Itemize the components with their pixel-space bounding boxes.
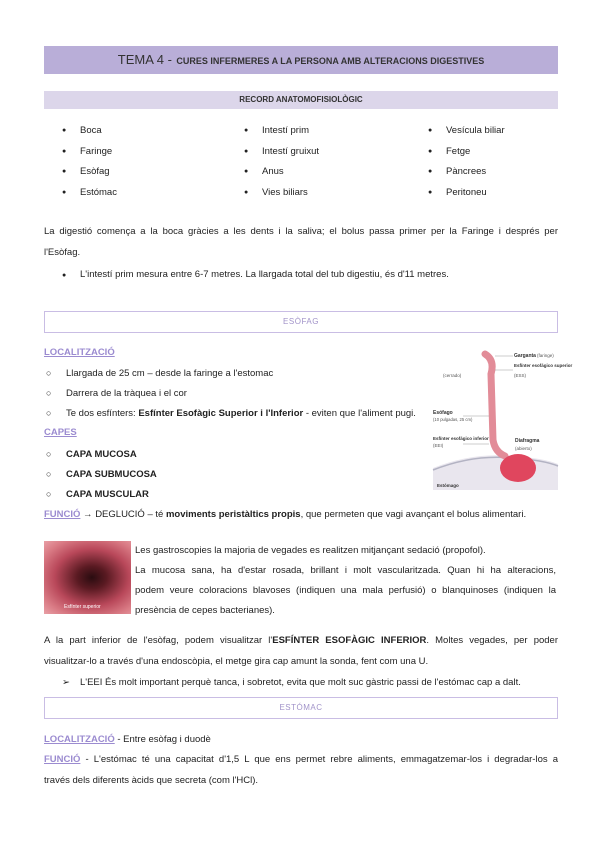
capa-text: CAPA MUCOSA	[66, 449, 137, 460]
capes-link: CAPES	[44, 427, 77, 438]
stomach-shape	[500, 454, 536, 482]
label-esfinter-sup: Esfínter esofágico superior	[514, 363, 573, 368]
lower-bold: ESFÍNTER ESOFÀGIC INFERIOR	[272, 635, 427, 646]
title-tema: TEMA 4 -	[117, 52, 172, 67]
label-garganta: Garganta	[514, 353, 536, 359]
funcio-text: , que permeten que vagi avançant el bolus alimentari.	[300, 509, 527, 520]
digestion-line-2: l'Esòfag.	[44, 247, 81, 258]
funcio-link: FUNCIÓ	[44, 509, 81, 520]
page-title	[44, 46, 558, 74]
list-item	[46, 386, 187, 401]
lower-line-2: visualitzar-lo a través d'una endoscòpia, el metge gira cap amunt la sonda, fent com una U.	[44, 656, 429, 667]
funcio-bold: moviments peristàltics propis	[165, 509, 301, 520]
estomac-funcio-line-1	[44, 753, 558, 767]
lower-text: A la part inferior de l'esòfag, podem visualitzar l'	[44, 635, 273, 646]
gastro-line-4: presència de cepes bacterianes).	[135, 605, 275, 616]
list-item	[46, 487, 149, 502]
list-item	[46, 447, 137, 462]
estomac-localitzacio-line	[44, 733, 211, 747]
digestion-line-1: La digestió comença a la boca gràcies a les dents i la saliva; el bolus passa primer per la Faringe i després per	[44, 226, 558, 237]
digestion-bullet-text: L'intestí prim mesura entre 6-7 metres. La llargada total del tub digestiu, és d'11 metres.	[80, 269, 449, 280]
list-item: ● Esòfag	[62, 165, 117, 186]
list-item: ● Anus	[244, 165, 319, 186]
funcio-text: → DEGLUCIÓ – té	[80, 509, 166, 520]
list-item: ● Pàncrees	[428, 165, 505, 186]
endo-caption: Esfínter superior	[64, 604, 101, 610]
circle-bullet-icon: ○	[46, 449, 52, 459]
organ-column-1	[62, 124, 117, 206]
funcio-link: FUNCIÓ	[44, 754, 81, 765]
lower-line-1	[44, 634, 558, 648]
eei-bullet	[62, 676, 521, 690]
label-ess: (ESS)	[514, 373, 527, 378]
gastro-line-1: Les gastroscopies la majoria de vegades es realitzen mitjançant sedació (propofol).	[135, 545, 486, 556]
capa-text: CAPA MUSCULAR	[66, 489, 149, 500]
list-item: ● Vesícula biliar	[428, 124, 505, 145]
gastro-line-3: podem veure coloracions blavoses (indiquen una mala perfusió) o blanquinoses (indiquen la	[135, 585, 556, 596]
localitzacio-text: - Entre esòfag i duodè	[114, 734, 211, 745]
organ-column-3	[428, 124, 505, 206]
arrow-bullet-icon: ➢	[62, 677, 70, 688]
loc-item-text: - eviten que l'aliment pugi.	[303, 408, 416, 419]
label-esofago: Esófago	[433, 410, 453, 416]
list-item	[46, 406, 416, 421]
label-estomago: Estómago	[437, 483, 459, 488]
esofag-localitzacio-label	[44, 346, 115, 360]
eei-text: L'EEI És molt important perquè tanca, i sobretot, evita que molt suc gàstric passi de l'estómac cap a dalt.	[80, 677, 521, 688]
list-item: ● Intestí prim	[244, 124, 319, 145]
label-cerrado: (cerrado)	[443, 373, 462, 378]
esofag-capes-label	[44, 426, 77, 440]
list-item: ● Fetge	[428, 145, 505, 166]
list-item: ● Peritoneu	[428, 186, 505, 207]
circle-bullet-icon: ○	[46, 469, 52, 479]
estomac-funcio-line-2: través dels diferents àcids que secreta (com l'HCl).	[44, 775, 259, 786]
loc-item-text: Llargada de 25 cm – desde la faringe a l'estomac	[66, 368, 274, 379]
list-item	[46, 467, 157, 482]
label-eei: (EEI)	[433, 443, 444, 448]
section-header-esofag: ESÒFAG	[44, 311, 558, 333]
endoscopy-image	[44, 541, 131, 614]
lower-text: . Moltes vegades, per poder	[426, 635, 558, 646]
loc-item-text: Darrera de la tràquea i el cor	[66, 388, 187, 399]
organ-column-2	[244, 124, 319, 206]
label-faringe: (faringe)	[537, 353, 554, 358]
label-abierto: (abierto)	[515, 446, 532, 451]
list-item: ● Faringe	[62, 145, 117, 166]
list-item	[46, 366, 273, 381]
bullet-icon: ●	[62, 272, 67, 279]
digestion-bullet	[62, 268, 449, 283]
circle-bullet-icon: ○	[46, 368, 52, 378]
title-subtitle: CURES INFERMERES A LA PERSONA AMB ALTERACIONS DIGESTIVES	[176, 56, 485, 66]
label-esofago-len: (10 pulgadas, 25 cm)	[433, 417, 473, 422]
localitzacio-link: LOCALITZACIÓ	[44, 347, 115, 358]
list-item: ● Intestí gruixut	[244, 145, 319, 166]
capa-text: CAPA SUBMUCOSA	[66, 469, 157, 480]
esofag-funcio-line	[44, 508, 526, 522]
section-record-header: RECORD ANATOMOFISIOLÒGIC	[44, 91, 558, 109]
loc-item-bold: Esfínter Esofàgic Superior i l'Inferior	[138, 408, 304, 419]
funcio-text: - L'estómac té una capacitat d'1,5 L que ens permet rebre aliments, emmagatzemar-los i degradar-los a	[80, 754, 558, 765]
list-item: ● Boca	[62, 124, 117, 145]
section-header-estomac: ESTÓMAC	[44, 697, 558, 719]
label-esfinter-inf: Esfínter esofágico inferior	[433, 436, 489, 441]
gastro-line-2: La mucosa sana, ha d'estar rosada, brillant i molt vascularitzada. Quan hi ha alteracions,	[135, 565, 556, 576]
label-diafragma: Diafragma	[515, 438, 540, 444]
circle-bullet-icon: ○	[46, 408, 52, 418]
esophagus-diagram	[433, 344, 573, 490]
list-item: ● Estómac	[62, 186, 117, 207]
list-item: ● Vies biliars	[244, 186, 319, 207]
circle-bullet-icon: ○	[46, 388, 52, 398]
localitzacio-link: LOCALITZACIÓ	[44, 734, 115, 745]
circle-bullet-icon: ○	[46, 489, 52, 499]
loc-item-text: Te dos esfínters:	[66, 408, 139, 419]
